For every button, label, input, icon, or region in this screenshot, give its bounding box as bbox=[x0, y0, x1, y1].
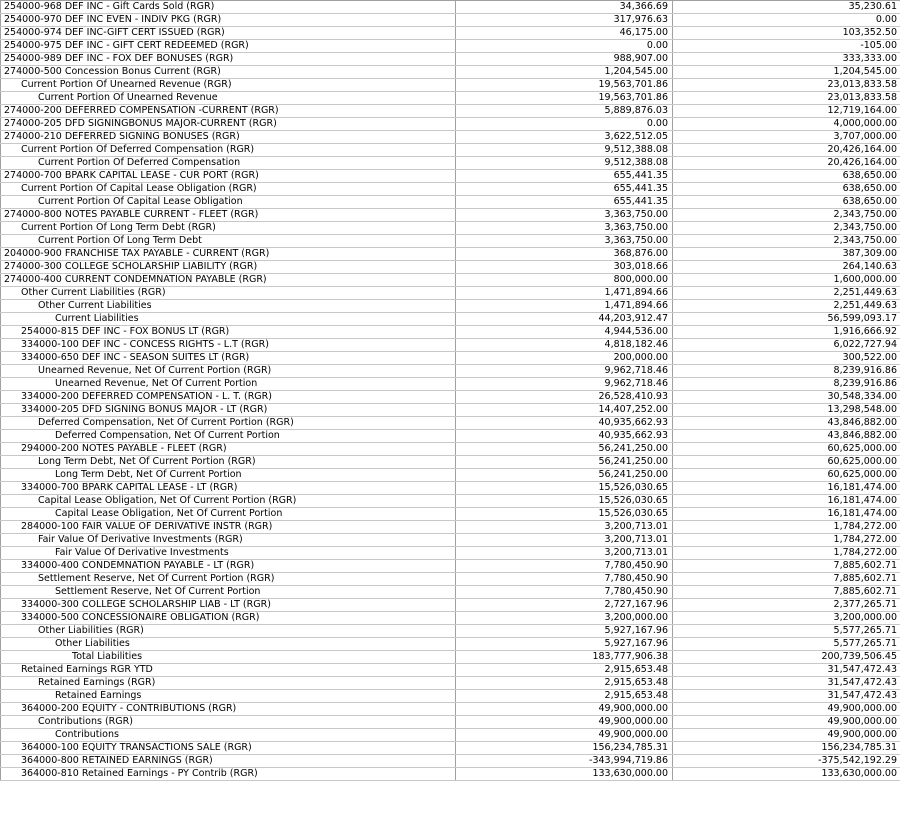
account-label-cell[interactable]: 274000-205 DFD SIGNINGBONUS MAJOR-CURRENT (RGR) bbox=[1, 118, 456, 131]
table-row[interactable] bbox=[1, 417, 900, 430]
account-label-cell[interactable]: 254000-974 DEF INC-GIFT CERT ISSUED (RGR) bbox=[1, 27, 456, 40]
period2-value-cell[interactable]: 2,343,750.00 bbox=[673, 222, 900, 235]
account-label-cell[interactable]: 334000-205 DFD SIGNING BONUS MAJOR - LT (RGR) bbox=[1, 404, 456, 417]
period2-value-cell[interactable]: 638,650.00 bbox=[673, 170, 900, 183]
period2-value-cell[interactable]: 60,625,000.00 bbox=[673, 456, 900, 469]
period2-value-cell[interactable]: 60,625,000.00 bbox=[673, 469, 900, 482]
table-row[interactable] bbox=[1, 651, 900, 664]
account-label-cell[interactable]: 254000-989 DEF INC - FOX DEF BONUSES (RGR) bbox=[1, 53, 456, 66]
period2-value-cell[interactable]: 156,234,785.31 bbox=[673, 742, 900, 755]
account-label-cell[interactable]: Other Current Liabilities bbox=[1, 300, 456, 313]
table-row[interactable] bbox=[1, 365, 900, 378]
period2-value-cell[interactable]: 0.00 bbox=[673, 14, 900, 27]
period1-value-cell[interactable]: 303,018.66 bbox=[456, 261, 673, 274]
account-label-cell[interactable]: Other Liabilities (RGR) bbox=[1, 625, 456, 638]
account-label-cell[interactable]: Retained Earnings (RGR) bbox=[1, 677, 456, 690]
period2-value-cell[interactable]: 16,181,474.00 bbox=[673, 508, 900, 521]
period2-value-cell[interactable]: 1,204,545.00 bbox=[673, 66, 900, 79]
table-row[interactable] bbox=[1, 638, 900, 651]
period1-value-cell[interactable]: 3,363,750.00 bbox=[456, 222, 673, 235]
period2-value-cell[interactable]: 2,377,265.71 bbox=[673, 599, 900, 612]
period1-value-cell[interactable]: 3,622,512.05 bbox=[456, 131, 673, 144]
account-label-cell[interactable]: 334000-100 DEF INC - CONCESS RIGHTS - L.T (RGR) bbox=[1, 339, 456, 352]
period1-value-cell[interactable]: 49,900,000.00 bbox=[456, 716, 673, 729]
account-label-cell[interactable]: Other Current Liabilities (RGR) bbox=[1, 287, 456, 300]
table-row[interactable] bbox=[1, 235, 900, 248]
period1-value-cell[interactable]: 26,528,410.93 bbox=[456, 391, 673, 404]
account-label-cell[interactable]: 254000-815 DEF INC - FOX BONUS LT (RGR) bbox=[1, 326, 456, 339]
period1-value-cell[interactable]: 200,000.00 bbox=[456, 352, 673, 365]
table-row[interactable] bbox=[1, 131, 900, 144]
period2-value-cell[interactable]: 1,784,272.00 bbox=[673, 547, 900, 560]
period1-value-cell[interactable]: 9,512,388.08 bbox=[456, 157, 673, 170]
period1-value-cell[interactable]: 7,780,450.90 bbox=[456, 573, 673, 586]
period1-value-cell[interactable]: 183,777,906.38 bbox=[456, 651, 673, 664]
account-label-cell[interactable]: 334000-500 CONCESSIONAIRE OBLIGATION (RGR) bbox=[1, 612, 456, 625]
period2-value-cell[interactable]: 30,548,334.00 bbox=[673, 391, 900, 404]
account-label-cell[interactable]: Current Liabilities bbox=[1, 313, 456, 326]
period2-value-cell[interactable]: 7,885,602.71 bbox=[673, 560, 900, 573]
table-row[interactable] bbox=[1, 612, 900, 625]
account-label-cell[interactable]: 364000-200 EQUITY - CONTRIBUTIONS (RGR) bbox=[1, 703, 456, 716]
account-label-cell[interactable]: 254000-970 DEF INC EVEN - INDIV PKG (RGR) bbox=[1, 14, 456, 27]
table-row[interactable] bbox=[1, 170, 900, 183]
period1-value-cell[interactable]: 14,407,252.00 bbox=[456, 404, 673, 417]
account-label-cell[interactable]: Current Portion Of Long Term Debt (RGR) bbox=[1, 222, 456, 235]
period2-value-cell[interactable]: 20,426,164.00 bbox=[673, 157, 900, 170]
period1-value-cell[interactable]: 40,935,662.93 bbox=[456, 417, 673, 430]
period1-value-cell[interactable]: 5,927,167.96 bbox=[456, 625, 673, 638]
period2-value-cell[interactable]: 200,739,506.45 bbox=[673, 651, 900, 664]
period2-value-cell[interactable]: 49,900,000.00 bbox=[673, 716, 900, 729]
period1-value-cell[interactable]: 1,471,894.66 bbox=[456, 300, 673, 313]
period1-value-cell[interactable]: 1,471,894.66 bbox=[456, 287, 673, 300]
table-row[interactable] bbox=[1, 274, 900, 287]
table-row[interactable] bbox=[1, 755, 900, 768]
account-label-cell[interactable]: 364000-800 RETAINED EARNINGS (RGR) bbox=[1, 755, 456, 768]
table-row[interactable] bbox=[1, 742, 900, 755]
account-label-cell[interactable]: 274000-800 NOTES PAYABLE CURRENT - FLEET (RGR) bbox=[1, 209, 456, 222]
period1-value-cell[interactable]: 19,563,701.86 bbox=[456, 92, 673, 105]
period2-value-cell[interactable]: 3,707,000.00 bbox=[673, 131, 900, 144]
period2-value-cell[interactable]: 23,013,833.58 bbox=[673, 92, 900, 105]
table-row[interactable] bbox=[1, 573, 900, 586]
account-label-cell[interactable]: Deferred Compensation, Net Of Current Portion bbox=[1, 430, 456, 443]
table-row[interactable] bbox=[1, 404, 900, 417]
period2-value-cell[interactable]: 12,719,164.00 bbox=[673, 105, 900, 118]
table-row[interactable] bbox=[1, 27, 900, 40]
account-label-cell[interactable]: 334000-400 CONDEMNATION PAYABLE - LT (RGR) bbox=[1, 560, 456, 573]
table-row[interactable] bbox=[1, 92, 900, 105]
table-row[interactable] bbox=[1, 729, 900, 742]
table-row[interactable] bbox=[1, 456, 900, 469]
table-row[interactable] bbox=[1, 1, 900, 14]
period2-value-cell[interactable]: 1,916,666.92 bbox=[673, 326, 900, 339]
table-row[interactable] bbox=[1, 690, 900, 703]
period2-value-cell[interactable]: 49,900,000.00 bbox=[673, 703, 900, 716]
table-row[interactable] bbox=[1, 14, 900, 27]
period1-value-cell[interactable]: 4,944,536.00 bbox=[456, 326, 673, 339]
table-row[interactable] bbox=[1, 495, 900, 508]
period2-value-cell[interactable]: 56,599,093.17 bbox=[673, 313, 900, 326]
table-row[interactable] bbox=[1, 209, 900, 222]
table-row[interactable] bbox=[1, 79, 900, 92]
period1-value-cell[interactable]: 34,366.69 bbox=[456, 1, 673, 14]
table-row[interactable] bbox=[1, 521, 900, 534]
period2-value-cell[interactable]: 13,298,548.00 bbox=[673, 404, 900, 417]
table-row[interactable] bbox=[1, 144, 900, 157]
table-row[interactable] bbox=[1, 378, 900, 391]
account-label-cell[interactable]: 274000-200 DEFERRED COMPENSATION -CURRENT (RGR) bbox=[1, 105, 456, 118]
period2-value-cell[interactable]: 35,230.61 bbox=[673, 1, 900, 14]
period2-value-cell[interactable]: 49,900,000.00 bbox=[673, 729, 900, 742]
period2-value-cell[interactable]: 23,013,833.58 bbox=[673, 79, 900, 92]
account-label-cell[interactable]: Current Portion Of Capital Lease Obligation (RGR) bbox=[1, 183, 456, 196]
table-row[interactable] bbox=[1, 534, 900, 547]
table-row[interactable] bbox=[1, 313, 900, 326]
table-row[interactable] bbox=[1, 261, 900, 274]
period1-value-cell[interactable]: 7,780,450.90 bbox=[456, 586, 673, 599]
period1-value-cell[interactable]: 156,234,785.31 bbox=[456, 742, 673, 755]
period2-value-cell[interactable]: 8,239,916.86 bbox=[673, 365, 900, 378]
period1-value-cell[interactable]: 7,780,450.90 bbox=[456, 560, 673, 573]
account-label-cell[interactable]: Fair Value Of Derivative Investments (RGR) bbox=[1, 534, 456, 547]
period1-value-cell[interactable]: 317,976.63 bbox=[456, 14, 673, 27]
table-row[interactable] bbox=[1, 53, 900, 66]
account-label-cell[interactable]: 254000-968 DEF INC - Gift Cards Sold (RGR) bbox=[1, 1, 456, 14]
table-row[interactable] bbox=[1, 768, 900, 781]
period1-value-cell[interactable]: 133,630,000.00 bbox=[456, 768, 673, 781]
account-label-cell[interactable]: Deferred Compensation, Net Of Current Portion (RGR) bbox=[1, 417, 456, 430]
period1-value-cell[interactable]: 5,927,167.96 bbox=[456, 638, 673, 651]
period1-value-cell[interactable]: 15,526,030.65 bbox=[456, 508, 673, 521]
account-label-cell[interactable]: Long Term Debt, Net Of Current Portion (RGR) bbox=[1, 456, 456, 469]
table-row[interactable] bbox=[1, 716, 900, 729]
table-row[interactable] bbox=[1, 105, 900, 118]
account-label-cell[interactable]: Settlement Reserve, Net Of Current Portion bbox=[1, 586, 456, 599]
account-label-cell[interactable]: 334000-200 DEFERRED COMPENSATION - L. T. (RGR) bbox=[1, 391, 456, 404]
period1-value-cell[interactable]: 15,526,030.65 bbox=[456, 495, 673, 508]
account-label-cell[interactable]: Contributions (RGR) bbox=[1, 716, 456, 729]
period1-value-cell[interactable]: 988,907.00 bbox=[456, 53, 673, 66]
table-row[interactable] bbox=[1, 196, 900, 209]
period2-value-cell[interactable]: 31,547,472.43 bbox=[673, 664, 900, 677]
period2-value-cell[interactable]: 300,522.00 bbox=[673, 352, 900, 365]
period2-value-cell[interactable]: 638,650.00 bbox=[673, 183, 900, 196]
table-row[interactable] bbox=[1, 547, 900, 560]
account-label-cell[interactable]: 274000-700 BPARK CAPITAL LEASE - CUR PORT (RGR) bbox=[1, 170, 456, 183]
account-label-cell[interactable]: Long Term Debt, Net Of Current Portion bbox=[1, 469, 456, 482]
account-label-cell[interactable]: 334000-300 COLLEGE SCHOLARSHIP LIAB - LT (RGR) bbox=[1, 599, 456, 612]
period2-value-cell[interactable]: 2,251,449.63 bbox=[673, 300, 900, 313]
period2-value-cell[interactable]: 8,239,916.86 bbox=[673, 378, 900, 391]
period1-value-cell[interactable]: 1,204,545.00 bbox=[456, 66, 673, 79]
account-label-cell[interactable]: 284000-100 FAIR VALUE OF DERIVATIVE INSTR (RGR) bbox=[1, 521, 456, 534]
table-row[interactable] bbox=[1, 599, 900, 612]
account-label-cell[interactable]: Retained Earnings RGR YTD bbox=[1, 664, 456, 677]
period2-value-cell[interactable]: -105.00 bbox=[673, 40, 900, 53]
period2-value-cell[interactable]: 333,333.00 bbox=[673, 53, 900, 66]
period1-value-cell[interactable]: 655,441.35 bbox=[456, 170, 673, 183]
table-row[interactable] bbox=[1, 66, 900, 79]
table-row[interactable] bbox=[1, 352, 900, 365]
period2-value-cell[interactable]: 16,181,474.00 bbox=[673, 495, 900, 508]
table-row[interactable] bbox=[1, 248, 900, 261]
table-row[interactable] bbox=[1, 664, 900, 677]
account-label-cell[interactable]: 274000-300 COLLEGE SCHOLARSHIP LIABILITY (RGR) bbox=[1, 261, 456, 274]
period2-value-cell[interactable]: 1,784,272.00 bbox=[673, 521, 900, 534]
table-row[interactable] bbox=[1, 222, 900, 235]
period2-value-cell[interactable]: 43,846,882.00 bbox=[673, 417, 900, 430]
account-label-cell[interactable]: 274000-500 Concession Bonus Current (RGR) bbox=[1, 66, 456, 79]
table-row[interactable] bbox=[1, 482, 900, 495]
account-label-cell[interactable]: 364000-100 EQUITY TRANSACTIONS SALE (RGR) bbox=[1, 742, 456, 755]
account-label-cell[interactable]: Current Portion Of Unearned Revenue (RGR) bbox=[1, 79, 456, 92]
period2-value-cell[interactable]: 43,846,882.00 bbox=[673, 430, 900, 443]
table-row[interactable] bbox=[1, 157, 900, 170]
period1-value-cell[interactable]: 655,441.35 bbox=[456, 183, 673, 196]
table-row[interactable] bbox=[1, 586, 900, 599]
period2-value-cell[interactable]: 4,000,000.00 bbox=[673, 118, 900, 131]
table-row[interactable] bbox=[1, 40, 900, 53]
period2-value-cell[interactable]: 60,625,000.00 bbox=[673, 443, 900, 456]
period1-value-cell[interactable]: 2,915,653.48 bbox=[456, 690, 673, 703]
table-row[interactable] bbox=[1, 469, 900, 482]
period1-value-cell[interactable]: 4,818,182.46 bbox=[456, 339, 673, 352]
period2-value-cell[interactable]: 1,784,272.00 bbox=[673, 534, 900, 547]
account-label-cell[interactable]: Unearned Revenue, Net Of Current Portion (RGR) bbox=[1, 365, 456, 378]
period1-value-cell[interactable]: 44,203,912.47 bbox=[456, 313, 673, 326]
period2-value-cell[interactable]: 103,352.50 bbox=[673, 27, 900, 40]
period1-value-cell[interactable]: 19,563,701.86 bbox=[456, 79, 673, 92]
period2-value-cell[interactable]: 1,600,000.00 bbox=[673, 274, 900, 287]
account-label-cell[interactable]: Current Portion Of Long Term Debt bbox=[1, 235, 456, 248]
table-row[interactable] bbox=[1, 287, 900, 300]
period1-value-cell[interactable]: 9,962,718.46 bbox=[456, 378, 673, 391]
period2-value-cell[interactable]: 2,343,750.00 bbox=[673, 209, 900, 222]
period1-value-cell[interactable]: 40,935,662.93 bbox=[456, 430, 673, 443]
account-label-cell[interactable]: Current Portion Of Capital Lease Obligation bbox=[1, 196, 456, 209]
period1-value-cell[interactable]: 2,727,167.96 bbox=[456, 599, 673, 612]
account-label-cell[interactable]: 274000-210 DEFERRED SIGNING BONUSES (RGR) bbox=[1, 131, 456, 144]
period2-value-cell[interactable]: 7,885,602.71 bbox=[673, 573, 900, 586]
table-row[interactable] bbox=[1, 703, 900, 716]
period1-value-cell[interactable]: 3,363,750.00 bbox=[456, 209, 673, 222]
period2-value-cell[interactable]: 3,200,000.00 bbox=[673, 612, 900, 625]
table-row[interactable] bbox=[1, 118, 900, 131]
period2-value-cell[interactable]: 16,181,474.00 bbox=[673, 482, 900, 495]
account-label-cell[interactable]: 294000-200 NOTES PAYABLE - FLEET (RGR) bbox=[1, 443, 456, 456]
period2-value-cell[interactable]: 31,547,472.43 bbox=[673, 677, 900, 690]
table-row[interactable] bbox=[1, 677, 900, 690]
account-label-cell[interactable]: Current Portion Of Deferred Compensation (RGR) bbox=[1, 144, 456, 157]
period1-value-cell[interactable]: 56,241,250.00 bbox=[456, 456, 673, 469]
table-row[interactable] bbox=[1, 391, 900, 404]
period1-value-cell[interactable]: 56,241,250.00 bbox=[456, 443, 673, 456]
period2-value-cell[interactable]: 5,577,265.71 bbox=[673, 625, 900, 638]
period2-value-cell[interactable]: 133,630,000.00 bbox=[673, 768, 900, 781]
period1-value-cell[interactable]: 368,876.00 bbox=[456, 248, 673, 261]
spreadsheet-body bbox=[1, 1, 900, 781]
account-label-cell[interactable]: Unearned Revenue, Net Of Current Portion bbox=[1, 378, 456, 391]
period1-value-cell[interactable]: 46,175.00 bbox=[456, 27, 673, 40]
period1-value-cell[interactable]: 2,915,653.48 bbox=[456, 677, 673, 690]
account-label-cell[interactable]: 254000-975 DEF INC - GIFT CERT REDEEMED (RGR) bbox=[1, 40, 456, 53]
period1-value-cell[interactable]: 3,200,713.01 bbox=[456, 534, 673, 547]
account-label-cell[interactable]: 274000-400 CURRENT CONDEMNATION PAYABLE (RGR) bbox=[1, 274, 456, 287]
table-row[interactable] bbox=[1, 560, 900, 573]
account-label-cell[interactable]: Fair Value Of Derivative Investments bbox=[1, 547, 456, 560]
period2-value-cell[interactable]: 5,577,265.71 bbox=[673, 638, 900, 651]
period1-value-cell[interactable]: 56,241,250.00 bbox=[456, 469, 673, 482]
period2-value-cell[interactable]: 7,885,602.71 bbox=[673, 586, 900, 599]
account-label-cell[interactable]: Capital Lease Obligation, Net Of Current Portion bbox=[1, 508, 456, 521]
account-label-cell[interactable]: 204000-900 FRANCHISE TAX PAYABLE - CURRENT (RGR) bbox=[1, 248, 456, 261]
period2-value-cell[interactable]: 2,251,449.63 bbox=[673, 287, 900, 300]
account-label-cell[interactable]: 364000-810 Retained Earnings - PY Contrib (RGR) bbox=[1, 768, 456, 781]
table-row[interactable] bbox=[1, 625, 900, 638]
period1-value-cell[interactable]: 49,900,000.00 bbox=[456, 703, 673, 716]
period2-value-cell[interactable]: 20,426,164.00 bbox=[673, 144, 900, 157]
period2-value-cell[interactable]: -375,542,192.29 bbox=[673, 755, 900, 768]
period1-value-cell[interactable]: 0.00 bbox=[456, 40, 673, 53]
account-label-cell[interactable]: 334000-700 BPARK CAPITAL LEASE - LT (RGR) bbox=[1, 482, 456, 495]
table-row[interactable] bbox=[1, 326, 900, 339]
period1-value-cell[interactable]: 5,889,876.03 bbox=[456, 105, 673, 118]
table-row[interactable] bbox=[1, 339, 900, 352]
period1-value-cell[interactable]: 3,200,000.00 bbox=[456, 612, 673, 625]
period1-value-cell[interactable]: 2,915,653.48 bbox=[456, 664, 673, 677]
period1-value-cell[interactable]: 0.00 bbox=[456, 118, 673, 131]
account-label-cell[interactable]: Capital Lease Obligation, Net Of Current Portion (RGR) bbox=[1, 495, 456, 508]
period1-value-cell[interactable]: 15,526,030.65 bbox=[456, 482, 673, 495]
period2-value-cell[interactable]: 6,022,727.94 bbox=[673, 339, 900, 352]
period1-value-cell[interactable]: 655,441.35 bbox=[456, 196, 673, 209]
period1-value-cell[interactable]: 3,363,750.00 bbox=[456, 235, 673, 248]
period1-value-cell[interactable]: 3,200,713.01 bbox=[456, 521, 673, 534]
account-label-cell[interactable]: 334000-650 DEF INC - SEASON SUITES LT (RGR) bbox=[1, 352, 456, 365]
period1-value-cell[interactable]: -343,994,719.86 bbox=[456, 755, 673, 768]
period1-value-cell[interactable]: 9,962,718.46 bbox=[456, 365, 673, 378]
period2-value-cell[interactable]: 387,309.00 bbox=[673, 248, 900, 261]
account-label-cell[interactable]: Contributions bbox=[1, 729, 456, 742]
period1-value-cell[interactable]: 800,000.00 bbox=[456, 274, 673, 287]
table-row[interactable] bbox=[1, 183, 900, 196]
period2-value-cell[interactable]: 638,650.00 bbox=[673, 196, 900, 209]
period1-value-cell[interactable]: 49,900,000.00 bbox=[456, 729, 673, 742]
account-label-cell[interactable]: Current Portion Of Unearned Revenue bbox=[1, 92, 456, 105]
period1-value-cell[interactable]: 3,200,713.01 bbox=[456, 547, 673, 560]
account-label-cell[interactable]: Retained Earnings bbox=[1, 690, 456, 703]
period2-value-cell[interactable]: 31,547,472.43 bbox=[673, 690, 900, 703]
account-label-cell[interactable]: Total Liabilities bbox=[1, 651, 456, 664]
table-row[interactable] bbox=[1, 508, 900, 521]
period2-value-cell[interactable]: 2,343,750.00 bbox=[673, 235, 900, 248]
account-label-cell[interactable]: Other Liabilities bbox=[1, 638, 456, 651]
table-row[interactable] bbox=[1, 430, 900, 443]
account-label-cell[interactable]: Settlement Reserve, Net Of Current Portion (RGR) bbox=[1, 573, 456, 586]
account-label-cell[interactable]: Current Portion Of Deferred Compensation bbox=[1, 157, 456, 170]
period1-value-cell[interactable]: 9,512,388.08 bbox=[456, 144, 673, 157]
table-row[interactable] bbox=[1, 300, 900, 313]
period2-value-cell[interactable]: 264,140.63 bbox=[673, 261, 900, 274]
table-row[interactable] bbox=[1, 443, 900, 456]
